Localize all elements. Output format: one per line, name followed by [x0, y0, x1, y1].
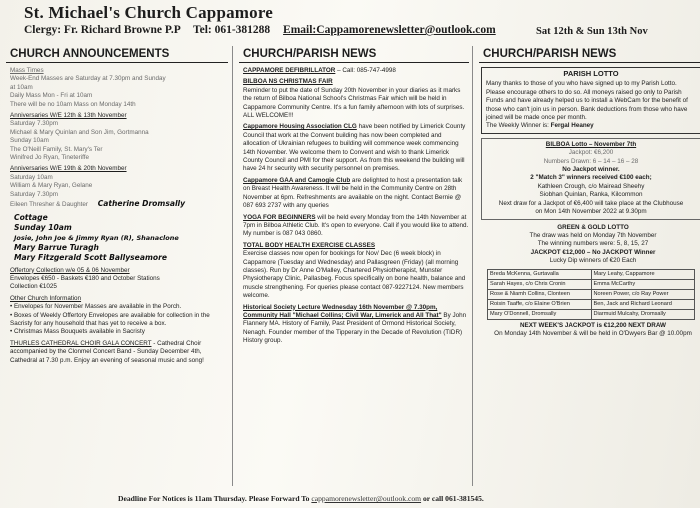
footer-email-link[interactable]: cappamorenewsletter@outlook.com — [311, 494, 422, 503]
next-draw-line: On Monday 14th November & will be held in O'Dwyers Bar @ 10.00pm — [494, 329, 692, 337]
anniversary-line: Saturday 7.30pm — [10, 190, 58, 198]
green-gold-line: The winning numbers were: 5, 8, 15, 27 — [537, 240, 649, 248]
offertory-line: Offertory Collection w/e 05 & 06 November — [10, 266, 130, 274]
parish-news-column-2 — [472, 46, 700, 486]
other-info-heading: Other Church Information — [10, 294, 82, 302]
defibrillator-block — [243, 67, 469, 75]
anniversary-line: Saturday 7.30pm — [10, 120, 58, 128]
housing-block — [243, 123, 469, 173]
gala-concert-block — [10, 340, 228, 365]
bilboa-line: Numbers Drawn: 6 – 14 – 16 – 28 — [543, 157, 639, 165]
bilboa-lotto-box — [481, 138, 700, 220]
footer-call: or call 061-381545. — [421, 494, 484, 503]
clergy-text: Clergy: Fr. Richard Browne P.P — [24, 24, 181, 36]
parish-news-column — [232, 46, 469, 486]
parish-lotto-text: Many thanks to those of you who have signed up to my Parish Lotto. Please encourage others to do so. All moneys raised go only to Parish Funds and have already helped us to install a WebCam for the benefit of those who can't join us in person. Bank deductions from those who have joined will be made once per month. — [486, 80, 688, 122]
anniversaries-week1 — [10, 112, 228, 162]
mass-times-block — [10, 67, 228, 109]
handwritten-note: Cottage — [14, 212, 48, 222]
anniversary-line — [10, 199, 228, 209]
green-gold-heading: GREEN & GOLD LOTTO — [557, 223, 629, 231]
christmas-fair-block — [243, 78, 469, 120]
yoga-heading: YOGA FOR BEGINNERS — [243, 213, 316, 221]
next-draw-block — [483, 322, 700, 339]
anniversaries-week2 — [10, 165, 228, 209]
table-cell: Mary Leahy, Cappamore — [591, 269, 695, 279]
bilboa-line: Kathleen Crough, c/o Mairead Sheehy — [537, 182, 645, 190]
table-cell: Mary O'Donnell, Dromsally — [488, 309, 592, 319]
offertory-line: Envelopes €650 - Baskets €180 and October Stations — [10, 274, 160, 282]
handwritten-additions — [6, 213, 228, 263]
bilboa-line: Siobhan Quinlan, Ranka, Kilcommon — [539, 191, 643, 199]
parish-lotto-box — [481, 67, 700, 134]
gaa-text: are delighted to host a presentation talk on Breast Health Awareness. It will be held in the Community Centre on 28th November at 6pm. Refreshments are available on the night. Contact Bernie @ 087 693 2737 with any queries — [243, 176, 463, 210]
church-announcements-column — [6, 46, 228, 486]
handwritten-note: Mary Fitzgerald Scott Ballyseamore — [14, 252, 167, 262]
anniversary-line-text: Eileen Thresher & Daughter — [10, 201, 88, 209]
mass-line: There will be no 10am Mass on Monday 14th — [10, 100, 136, 108]
anniversaries-heading: Anniversaries W/E 12th & 13th November — [10, 112, 127, 120]
table-row — [488, 269, 695, 279]
anniversary-line: Winifred Jo Ryan, Tineteriffe — [10, 154, 89, 162]
mass-line: Daily Mass Mon - Fri at 10am — [10, 92, 93, 100]
exercise-block — [243, 242, 469, 301]
other-info-item: • Christmas Mass Bouquets available in Sacristy — [10, 328, 145, 336]
bilboa-line: Jackpot: €6,200 — [568, 149, 614, 157]
housing-text: have been notified by Limerick County Council that work at the Convent building has now been completed and allocation of Ukrainian refugees to building will commence week commencing 14th November. We welcome them to Convent and wish to thank Limerick County Council and PMI for their support. As from this weekend the building will have 24 hr security with security personnel on premises. — [243, 123, 466, 173]
mass-line: at 10am — [10, 83, 33, 91]
table-cell: Sarah Hayes, c/o Chris Cronin — [488, 279, 592, 289]
church-name: St. Michael's Church Cappamore — [24, 3, 274, 22]
footer-text: Deadline For Notices is 11am Thursday. Please Forward To — [118, 494, 312, 503]
housing-heading: Cappamore Housing Association CLG — [243, 123, 357, 131]
christmas-fair-heading: BILBOA NS CHRISTMAS FAIR — [243, 78, 333, 86]
christmas-fair-text: Reminder to put the date of Sunday 20th November in your diaries as it marks the return of Bilboa National School's Christmas Fair which will be held in Cappamore Community Centre. It's a fun family afternoon with lots of surprises. ALL WELCOME!!! — [243, 86, 465, 120]
defibrillator-heading: CAPPAMORE DEFIBRILLATOR — [243, 67, 336, 74]
anniversary-line: The O'Neill Family, St. Mary's Ter — [10, 145, 103, 153]
parish-lotto-title: PARISH LOTTO — [563, 69, 619, 78]
email-link[interactable]: Email:Cappamorenewsletter@outlook.com — [283, 24, 496, 36]
yoga-text: will be held every Monday from the 14th November at 7pm in Bilboa Athletic Club. It's open to everyone. Call if you would like to attend. My number is 087 043 0860. — [243, 213, 469, 238]
history-heading: Historical Society Lecture Wednesday 16th November @ 7.30pm, Community Hall "Michael Collins; Civil War, Limerick and All That" — [243, 303, 442, 319]
anniversary-line: Sunday 10am — [10, 137, 49, 145]
table-row — [488, 299, 695, 309]
history-text: By John Flannery MA. History of Family, Past President of Ormond Historical Society, Nenagh. Founder member of the Tipperary in the Decade of Revolution (TIDR) History group. — [243, 311, 467, 345]
bilboa-line: on Mon 14th November 2022 at 9.30pm — [535, 208, 647, 216]
defibrillator-phone: – Call: 085-747-4998 — [335, 67, 396, 74]
table-cell: Noreen Power, c/o Ray Power — [591, 289, 695, 299]
table-cell: Emma McCarthy — [591, 279, 695, 289]
table-cell: Ben, Jack and Richard Leonard — [591, 299, 695, 309]
anniversaries-heading: Anniversaries W/E 19th & 20th November — [10, 165, 127, 173]
deadline-footer — [118, 494, 484, 503]
newsletter-dates: Sat 12th & Sun 13th Nov — [536, 26, 648, 37]
column-title: CHURCH/PARISH NEWS — [479, 46, 700, 63]
table-row — [488, 309, 695, 319]
lucky-dip-table — [487, 269, 695, 320]
anniversary-line: Michael & Mary Quinlan and Son Jim, Gortmanna — [10, 128, 149, 136]
handwritten-note: Mary Barrue Turagh — [14, 242, 99, 252]
table-cell: Diarmuid Mulcahy, Dromsally — [591, 309, 695, 319]
history-lecture-block — [243, 304, 469, 346]
bilboa-line: Next draw for a Jackpot of €6,400 will take place at the Clubhouse — [498, 199, 684, 207]
bilboa-line: 2 "Match 3" winners received €100 each; — [530, 174, 652, 182]
bilboa-line: No Jackpot winner. — [562, 166, 620, 174]
other-info-item: • Boxes of Weekly Offertory Envelopes are available for collection in the Sacristy for any household that has yet to receive a box. — [10, 311, 210, 327]
weekly-winner-line — [486, 122, 696, 130]
bilboa-lotto-heading: BILBOA Lotto – November 7th — [545, 140, 637, 148]
contact-line — [24, 24, 648, 37]
offertory-line: Collection €1025 — [10, 283, 57, 291]
green-gold-line: The draw was held on Monday 7th November — [529, 231, 657, 239]
gaa-block — [243, 177, 469, 211]
column-title: CHURCH ANNOUNCEMENTS — [6, 46, 228, 63]
green-gold-line: JACKPOT €12,000 – No JACKPOT Winner — [530, 248, 656, 256]
column-title: CHURCH/PARISH NEWS — [239, 46, 469, 63]
handwritten-note: Josie, John Joe & Jimmy Ryan (R), Shanaclone — [14, 233, 179, 242]
table-row — [488, 279, 695, 289]
gala-heading: THURLES CATHEDRAL CHOIR GALA CONCERT — [10, 339, 152, 347]
exercise-text: Exercise classes now open for bookings for Nov/ Dec (6 week block) in Cappamore (Tuesday and Wednesday) and Pallasgreen (Friday) (all morning classes). Run by Dr Anne O'Malley, Chartered Physiotherapist, Munster Physiotherapy Clinic, Pallasbeg. Focus specifically on bone health, balance and muscle strengthening. For queries please contact 087-9227124. New members welcome. — [243, 250, 466, 300]
gaa-heading: Cappamore GAA and Camogie Club — [243, 176, 351, 184]
telephone-text: Tel: 061-381288 — [192, 24, 271, 36]
green-gold-lotto-block — [483, 224, 700, 266]
table-cell: Rose & Niamh Collins, Clonteen — [488, 289, 592, 299]
gala-text: - Cathedral Choir accompanied by the Clonmel Concert Band - Sunday December 4th, Cathedral at 7.30 p.m. Enjoy an evening of seasonal music and song! — [10, 339, 204, 364]
green-gold-line: Lucky Dip winners of €20 Each — [549, 257, 637, 265]
yoga-block — [243, 214, 469, 239]
handwritten-note: Catherine Dromsally — [97, 199, 186, 209]
weekly-winner-label: The Weekly Winner is: — [486, 122, 551, 130]
mass-times-heading: Mass Times — [10, 67, 44, 74]
other-info-item: • Envelopes for November Masses are available in the Porch. — [10, 303, 182, 311]
exercise-heading: TOTAL BODY HEALTH EXERCISE CLASSES — [243, 241, 376, 249]
anniversary-line: William & Mary Ryan, Gelane — [10, 182, 93, 190]
weekly-winner-name: Fergal Heaney — [550, 122, 594, 130]
next-jackpot-line: NEXT WEEK'S JACKPOT is €12,200 NEXT DRAW — [519, 321, 666, 329]
other-info-block — [10, 295, 228, 337]
mass-line: Week-End Masses are Saturday at 7.30pm and Sunday — [10, 75, 166, 83]
table-cell: Roisin Taaffe, c/o Elaine O'Brien — [488, 299, 592, 309]
table-cell: Breda McKenna, Gurtavalla — [488, 269, 592, 279]
offertory-block — [10, 267, 228, 292]
table-row — [488, 289, 695, 299]
handwritten-note: Sunday 10am — [14, 222, 72, 232]
anniversary-line: Saturday 10am — [10, 173, 53, 181]
